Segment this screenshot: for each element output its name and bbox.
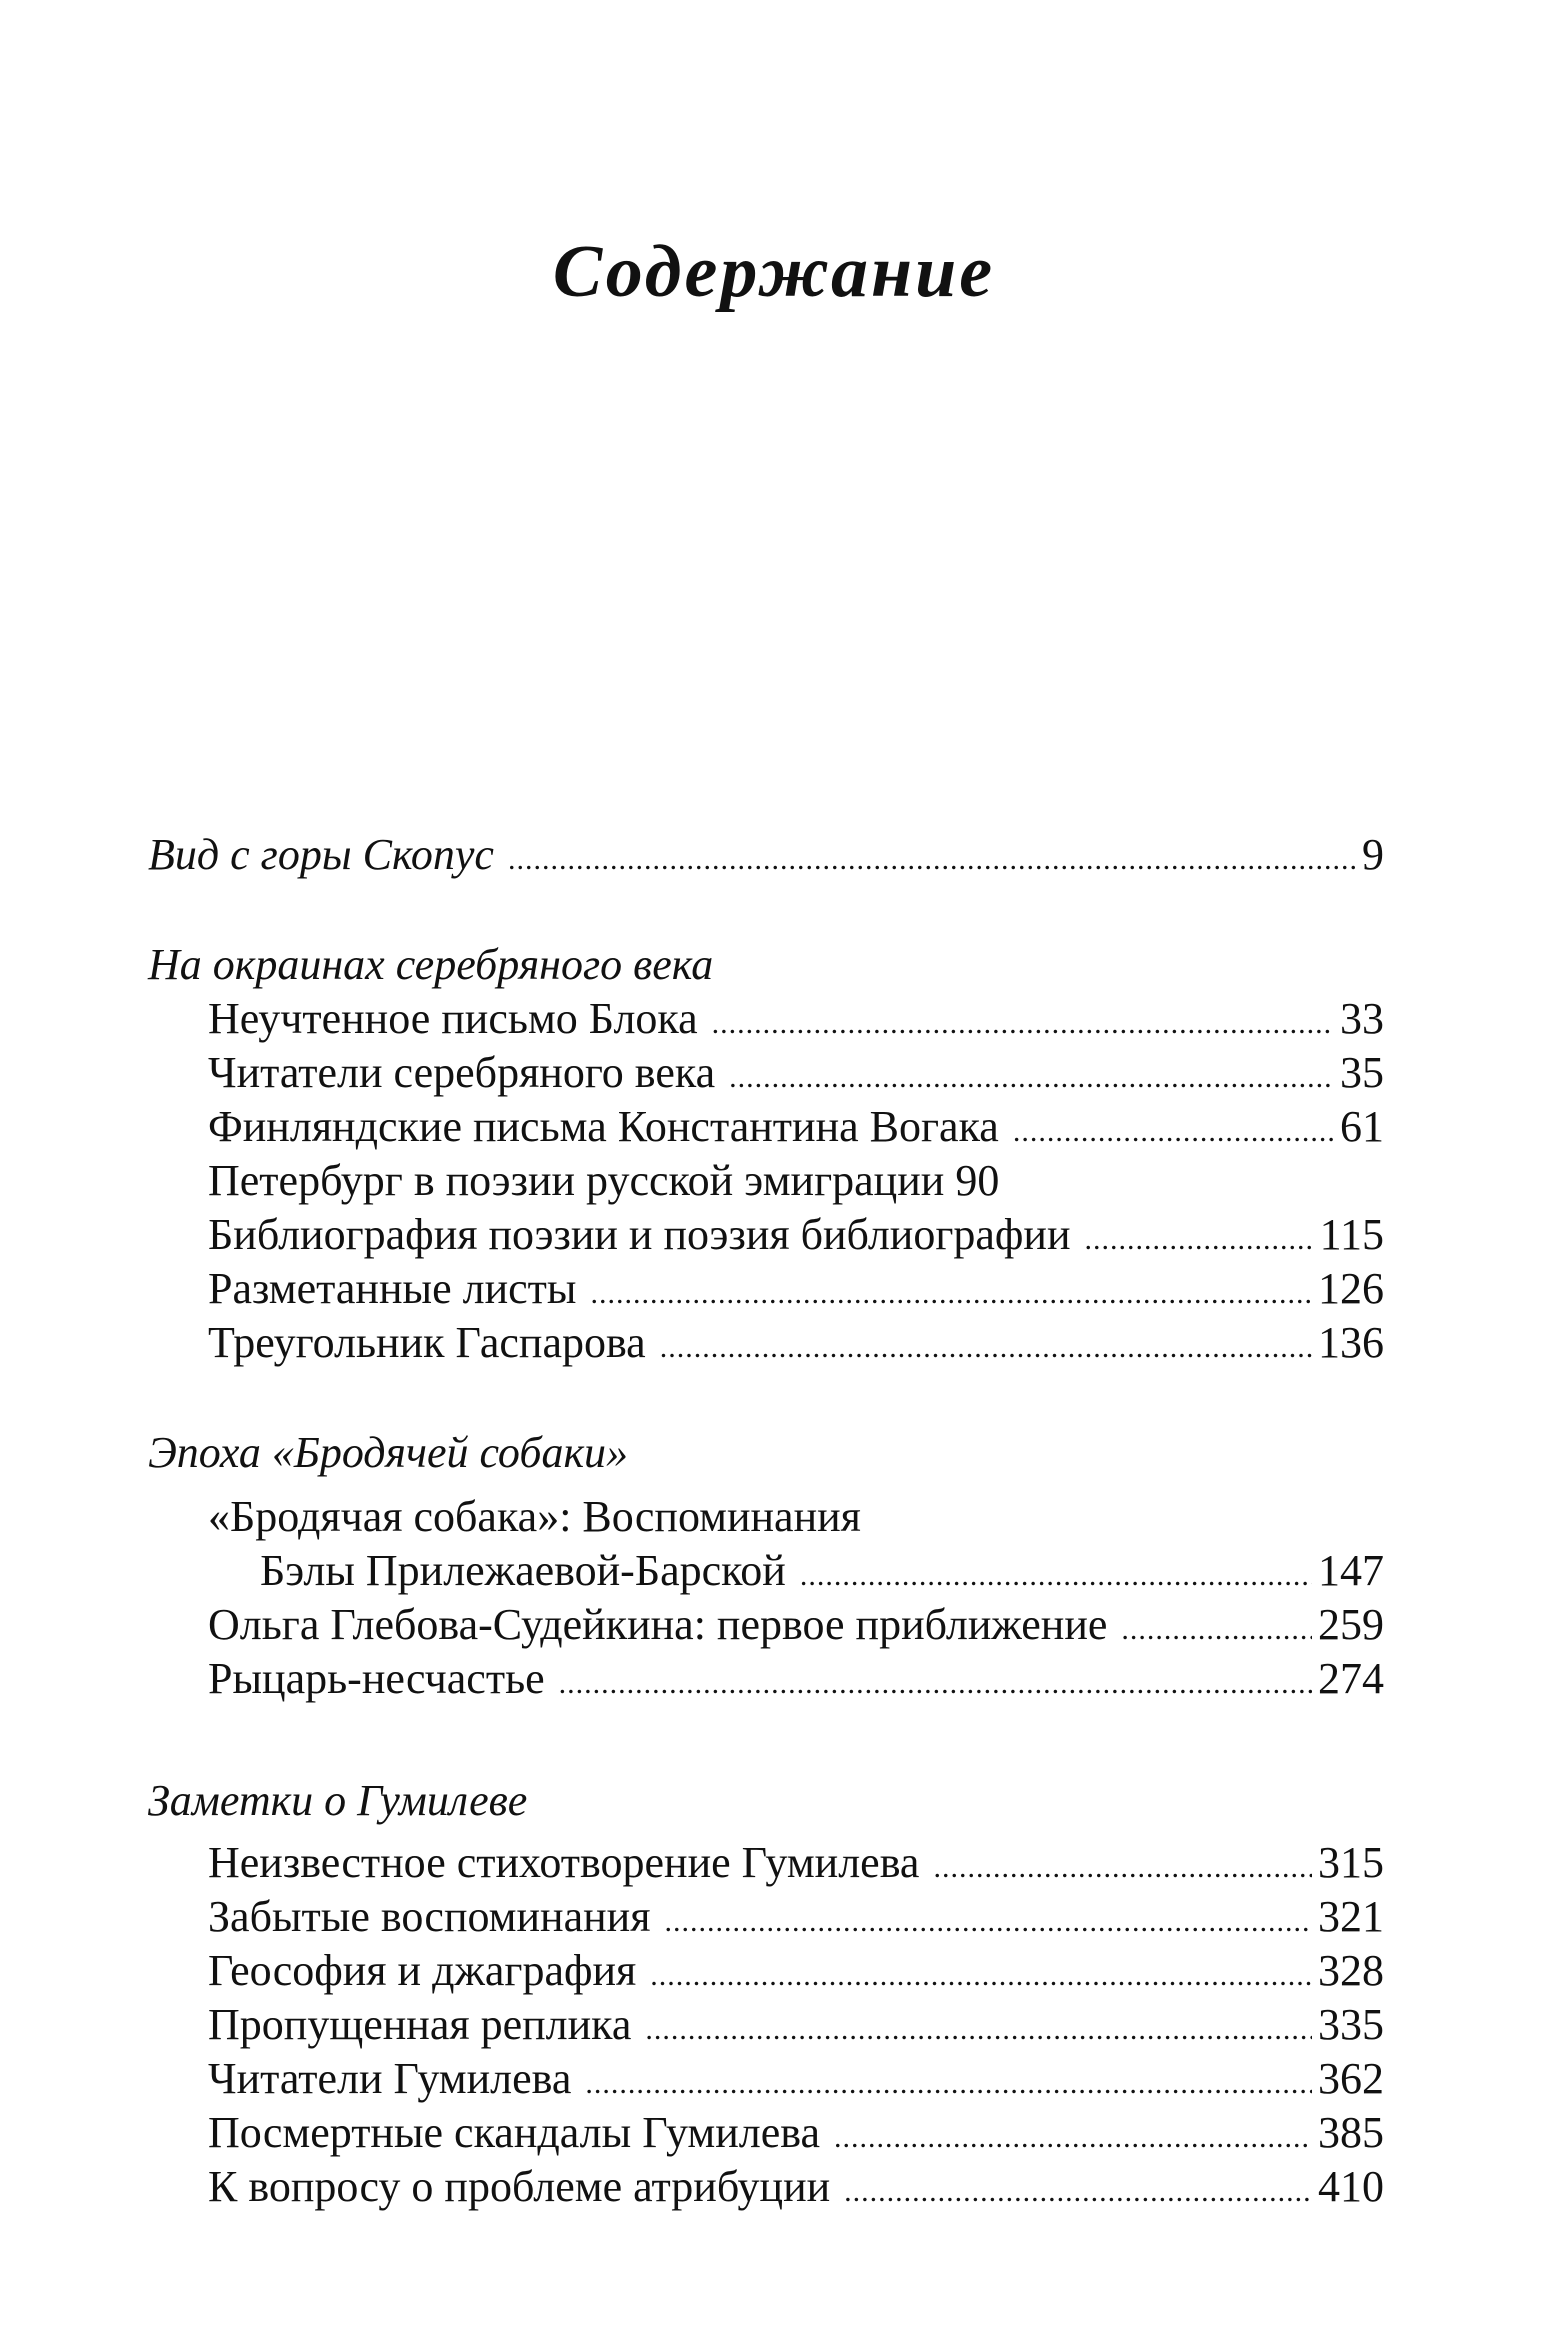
dot-leader <box>712 992 1334 1051</box>
toc-entry[interactable] <box>208 1998 1384 2052</box>
section-title: Эпоха «Бродячей собаки» <box>148 1428 629 1477</box>
toc-entry-page: 126 <box>1318 1264 1384 1313</box>
toc-entry[interactable] <box>208 1316 1384 1370</box>
toc-entry-label: Посмертные скандалы Гумилева <box>208 2108 820 2157</box>
toc-entry-label: Библиография поэзии и поэзия библиографии <box>208 1210 1071 1259</box>
toc-entry-page: 61 <box>1340 1102 1384 1151</box>
toc-entry-page: 35 <box>1340 1048 1384 1097</box>
toc-entry-page: 115 <box>1319 1210 1384 1259</box>
toc-entry-label: Геософия и джаграфия <box>208 1946 637 1995</box>
dot-leader <box>1013 1100 1334 1159</box>
dot-leader <box>660 1316 1312 1375</box>
toc-entry[interactable] <box>208 1944 1384 1998</box>
dot-leader <box>729 1046 1334 1105</box>
toc-entry-page: 362 <box>1318 2054 1384 2103</box>
toc-entry-page: 33 <box>1340 994 1384 1043</box>
dot-leader <box>590 1262 1312 1321</box>
toc-entry-page: 315 <box>1318 1838 1384 1887</box>
toc-entry-label: Забытые воспоминания <box>208 1892 651 1941</box>
toc-entry-label: К вопросу о проблеме атрибуции <box>208 2162 831 2211</box>
toc-entry-label: Рыцарь-несчастье <box>208 1654 545 1703</box>
dot-leader <box>834 2106 1312 2165</box>
toc-entry[interactable] <box>208 1490 1384 1544</box>
dot-leader <box>650 1944 1312 2003</box>
section-title: Заметки о Гумилеве <box>148 1776 528 1825</box>
toc-entry[interactable] <box>208 1208 1384 1262</box>
toc-entry[interactable] <box>208 2052 1384 2106</box>
dot-leader <box>559 1652 1312 1711</box>
toc-entry-page: 9 <box>1362 830 1384 879</box>
dot-leader <box>844 2160 1312 2219</box>
toc-entry-label: «Бродячая собака»: Воспоминания <box>208 1492 861 1541</box>
toc-entry-label: Разметанные листы <box>208 1264 577 1313</box>
toc-entry-page: 335 <box>1318 2000 1384 2049</box>
dot-leader <box>645 1998 1312 2057</box>
toc-entry[interactable] <box>208 1836 1384 1890</box>
dot-leader <box>1121 1598 1312 1657</box>
toc-entry[interactable] <box>208 1262 1384 1316</box>
toc-entry-page: 410 <box>1318 2162 1384 2211</box>
toc-entry-label: Ольга Глебова-Судейкина: первое приближение <box>208 1600 1108 1649</box>
toc-entry-page: 274 <box>1318 1654 1384 1703</box>
toc-entry[interactable] <box>208 1652 1384 1706</box>
dot-leader <box>1085 1208 1314 1267</box>
toc-entry-intro[interactable] <box>148 828 1384 882</box>
dot-leader <box>664 1890 1312 1949</box>
toc-entry-label: Неучтенное письмо Блока <box>208 994 698 1043</box>
toc-entry[interactable] <box>208 1154 1384 1208</box>
toc-entry-label: Финляндские письма Константина Вогака <box>208 1102 999 1151</box>
toc-entry-page: 321 <box>1318 1892 1384 1941</box>
toc-entry[interactable] <box>208 2160 1384 2214</box>
toc-entry-label: Неизвестное стихотворение Гумилева <box>208 1838 920 1887</box>
page-title: Содержание <box>552 230 996 313</box>
toc-entry[interactable] <box>208 2106 1384 2160</box>
dot-leader <box>585 2052 1312 2111</box>
toc-entry-label: Читатели серебряного века <box>208 1048 716 1097</box>
dot-leader <box>800 1544 1312 1603</box>
dot-leader <box>508 828 1356 887</box>
section-title: На окраинах серебряного века <box>148 940 714 989</box>
toc-entry-page: 136 <box>1318 1318 1384 1367</box>
toc-entry[interactable] <box>208 1890 1384 1944</box>
toc-entry-label: Треугольник Гаспарова <box>208 1318 646 1367</box>
toc-entry-label: Читатели Гумилева <box>208 2054 572 2103</box>
toc-entry-label: Бэлы Прилежаевой-Барской <box>260 1546 786 1595</box>
toc-entry-label: Вид с горы Скопус <box>148 830 494 879</box>
toc-entry-page: 328 <box>1318 1946 1384 1995</box>
toc-entry-page: 259 <box>1318 1600 1384 1649</box>
toc-entry-label: Пропущенная реплика <box>208 2000 632 2049</box>
toc-entry[interactable] <box>208 1046 1384 1100</box>
dot-leader <box>933 1836 1312 1895</box>
toc-entry[interactable] <box>208 1598 1384 1652</box>
toc-entry-page: 147 <box>1318 1546 1384 1595</box>
toc-entry-label: Петербург в поэзии русской эмиграции 90 <box>208 1156 1000 1205</box>
toc-entry[interactable] <box>208 1100 1384 1154</box>
toc-entry-page: 385 <box>1318 2108 1384 2157</box>
toc-entry-continuation[interactable] <box>260 1544 1384 1598</box>
toc-entry[interactable] <box>208 992 1384 1046</box>
